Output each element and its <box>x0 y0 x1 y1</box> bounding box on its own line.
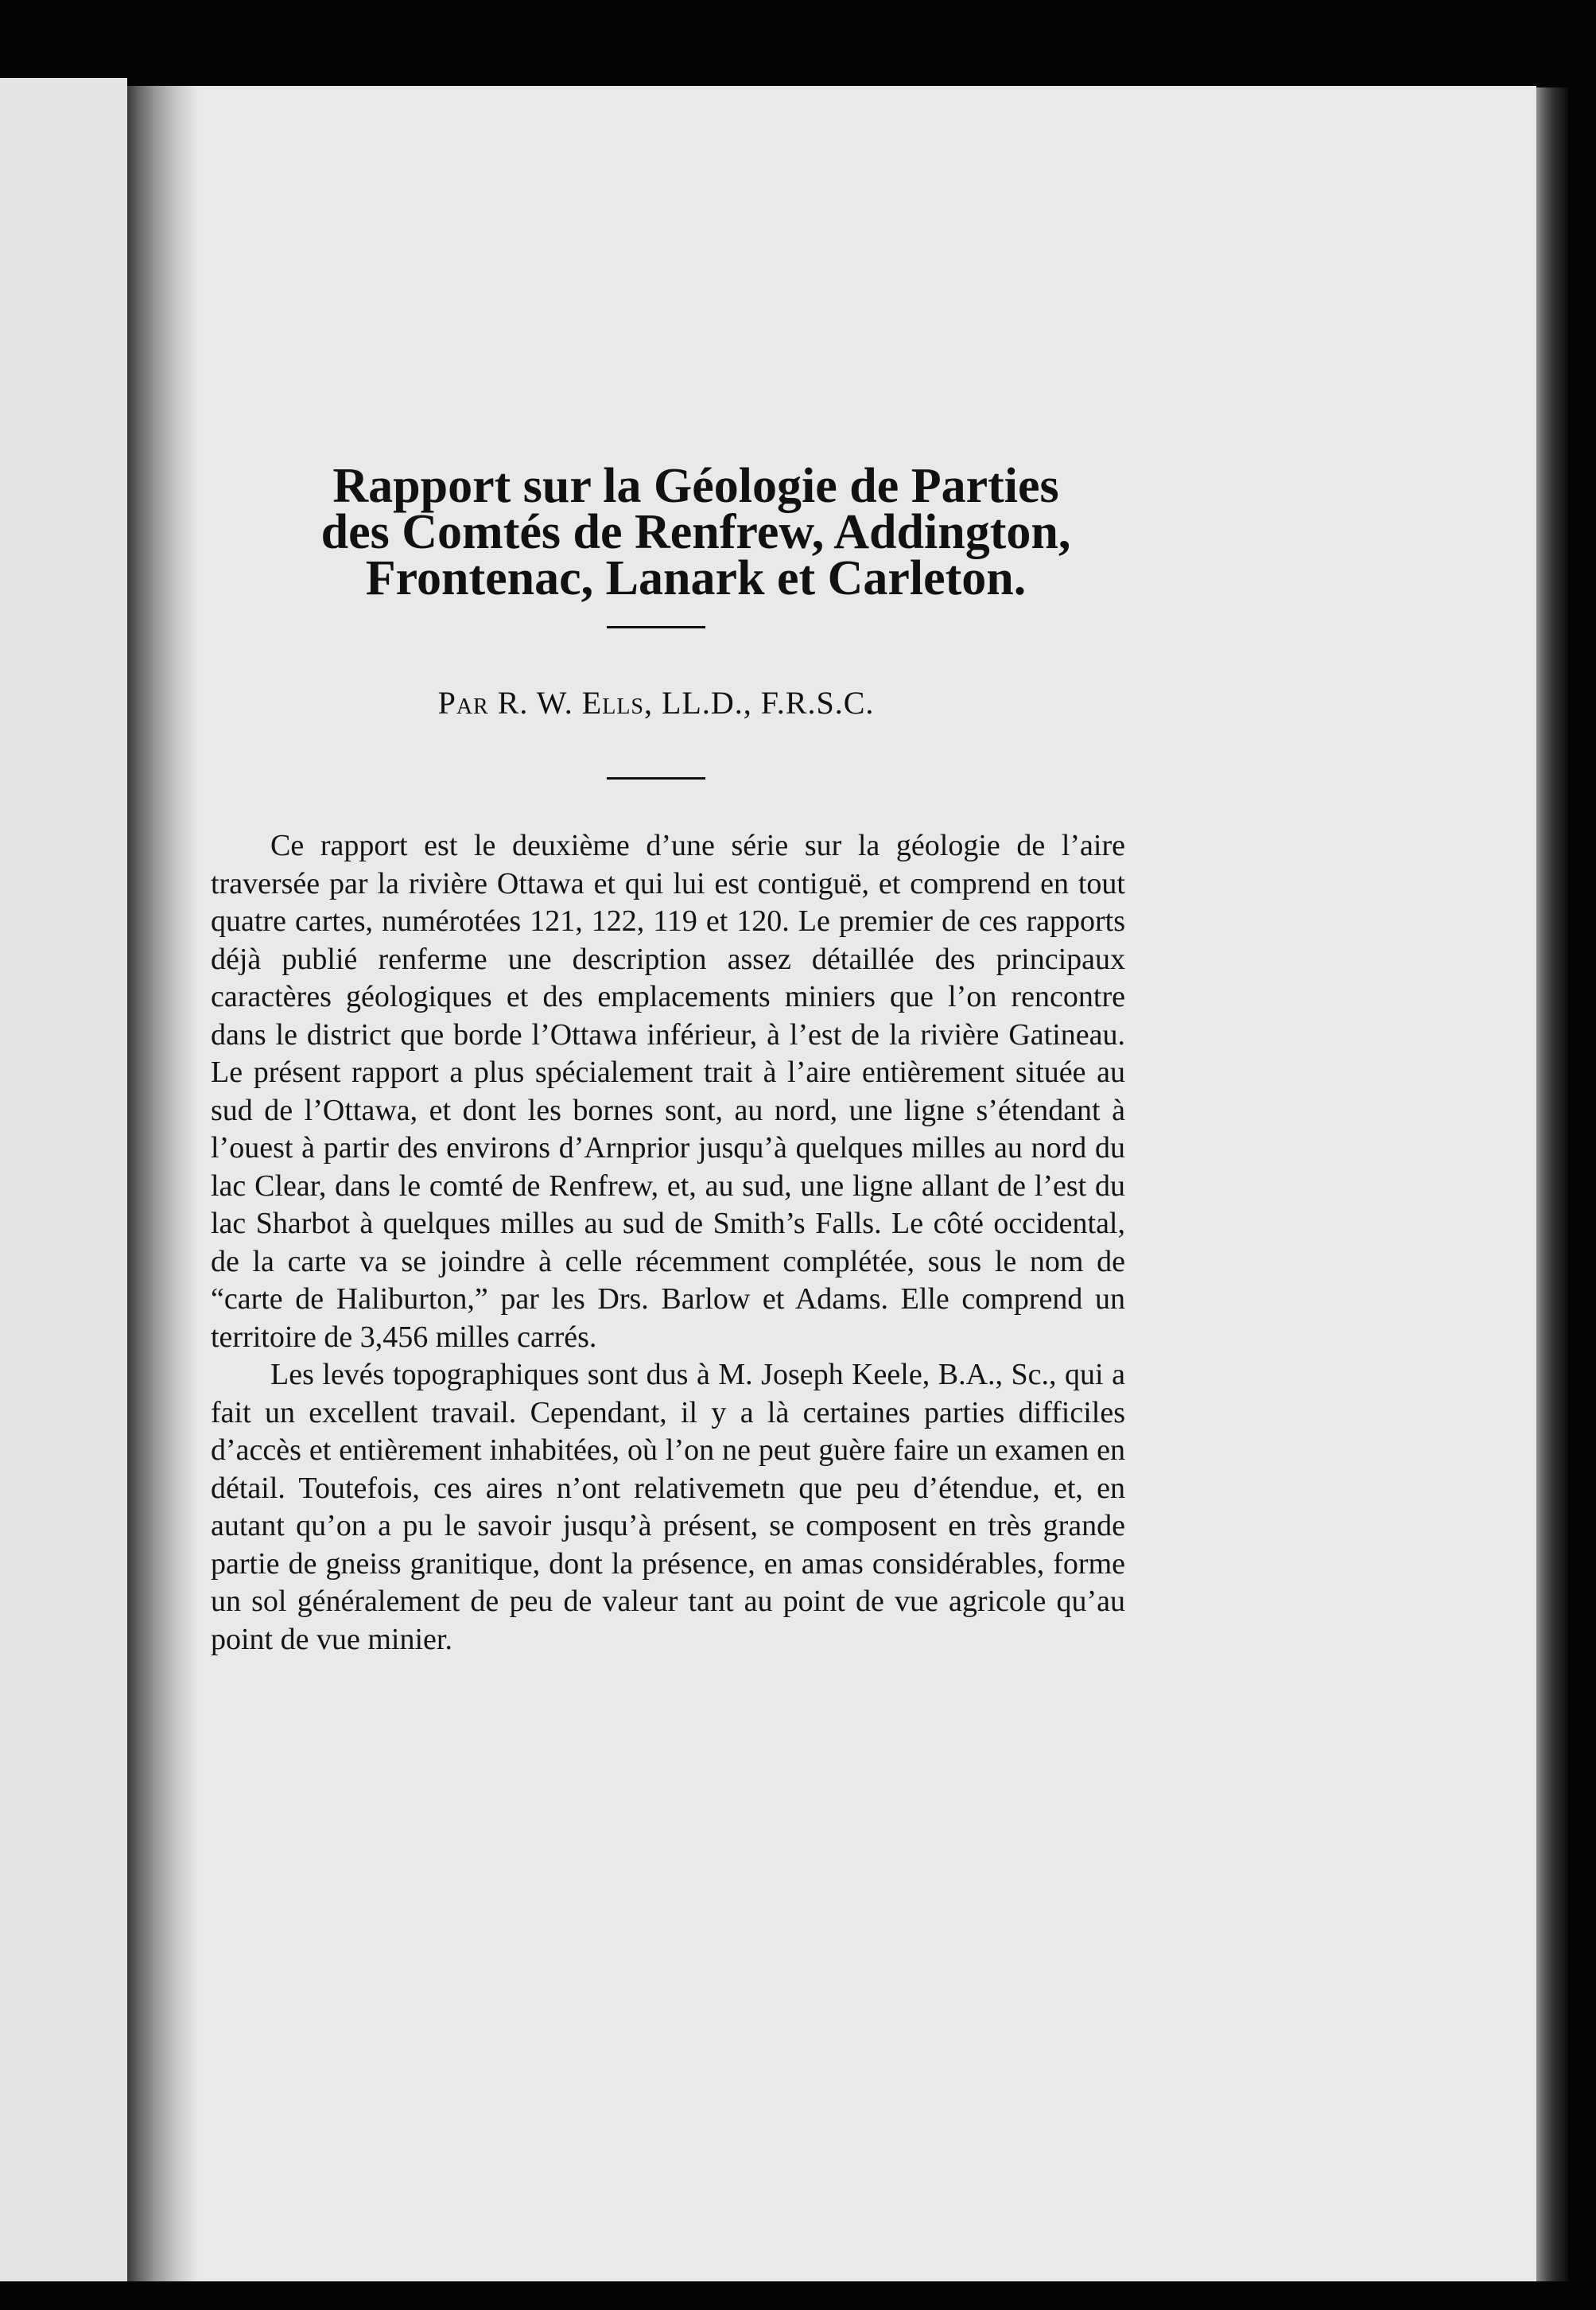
gutter-shadow <box>127 86 199 2281</box>
page-stack-edge <box>1536 88 1568 2281</box>
author-byline: Par R. W. Ells, LL.D., F.R.S.C. <box>437 685 875 721</box>
report-body <box>211 827 1125 1659</box>
facing-page-edge <box>0 78 127 2281</box>
title-line: Rapport sur la Géologie de Parties <box>332 458 1059 513</box>
title-line: Frontenac, Lanark et Carleton. <box>365 550 1027 605</box>
report-title <box>183 458 1209 605</box>
byline-divider <box>607 777 705 780</box>
title-divider <box>607 626 705 628</box>
title-line: des Comtés de Renfrew, Addington, <box>320 504 1071 559</box>
paragraph: Ce rapport est le deuxième d’une série sur la géologie de l’aire traversée par la rivière Ottawa et qui lui est contiguë, et comprend en tout quatre cartes, numérotées 121, 122, 119 et 120. Le premier de ces rapports déjà publié renferme une description assez détaillée des principaux caractères géologiques et des emplacements miniers que l’on rencontre dans le district que borde l’Ottawa inférieur, à l’est de la rivière Gatineau. Le présent rapport a plus spécialement trait à l’aire entièrement située au sud de l’Ottawa, et dont les bornes sont, au nord, une ligne s’étendant à l’ouest à partir des environs d’Arnprior jusqu’à quelques milles au nord du lac Clear, dans le comté de Renfrew, et, au sud, une ligne allant de l’est du lac Sharbot à quelques milles au sud de Smith’s Falls. Le côté occidental, de la carte va se joindre à celle récemment complétée, sous le nom de “carte de Haliburton,” par les Drs. Barlow et Adams. Elle comprend un territoire de 3,456 milles carrés. <box>211 829 1125 1354</box>
paragraph: Les levés topographiques sont dus à M. Joseph Keele, B.A., Sc., qui a fait un excellent travail. Cependant, il y a là certaines parties difficiles d’accès et entièrement inhabitées, où l’on ne peut guère faire un examen en détail. Toutefois, ces aires n’ont relativemetn que peu d’étendue, et, en autant qu’on a pu le savoir jusqu’à présent, se composent en très grande partie de gneiss granitique, dont la présence, en amas considérables, forme un sol généralement de peu de valeur tant au point de vue agricole qu’au point de vue minier. <box>211 1358 1125 1656</box>
